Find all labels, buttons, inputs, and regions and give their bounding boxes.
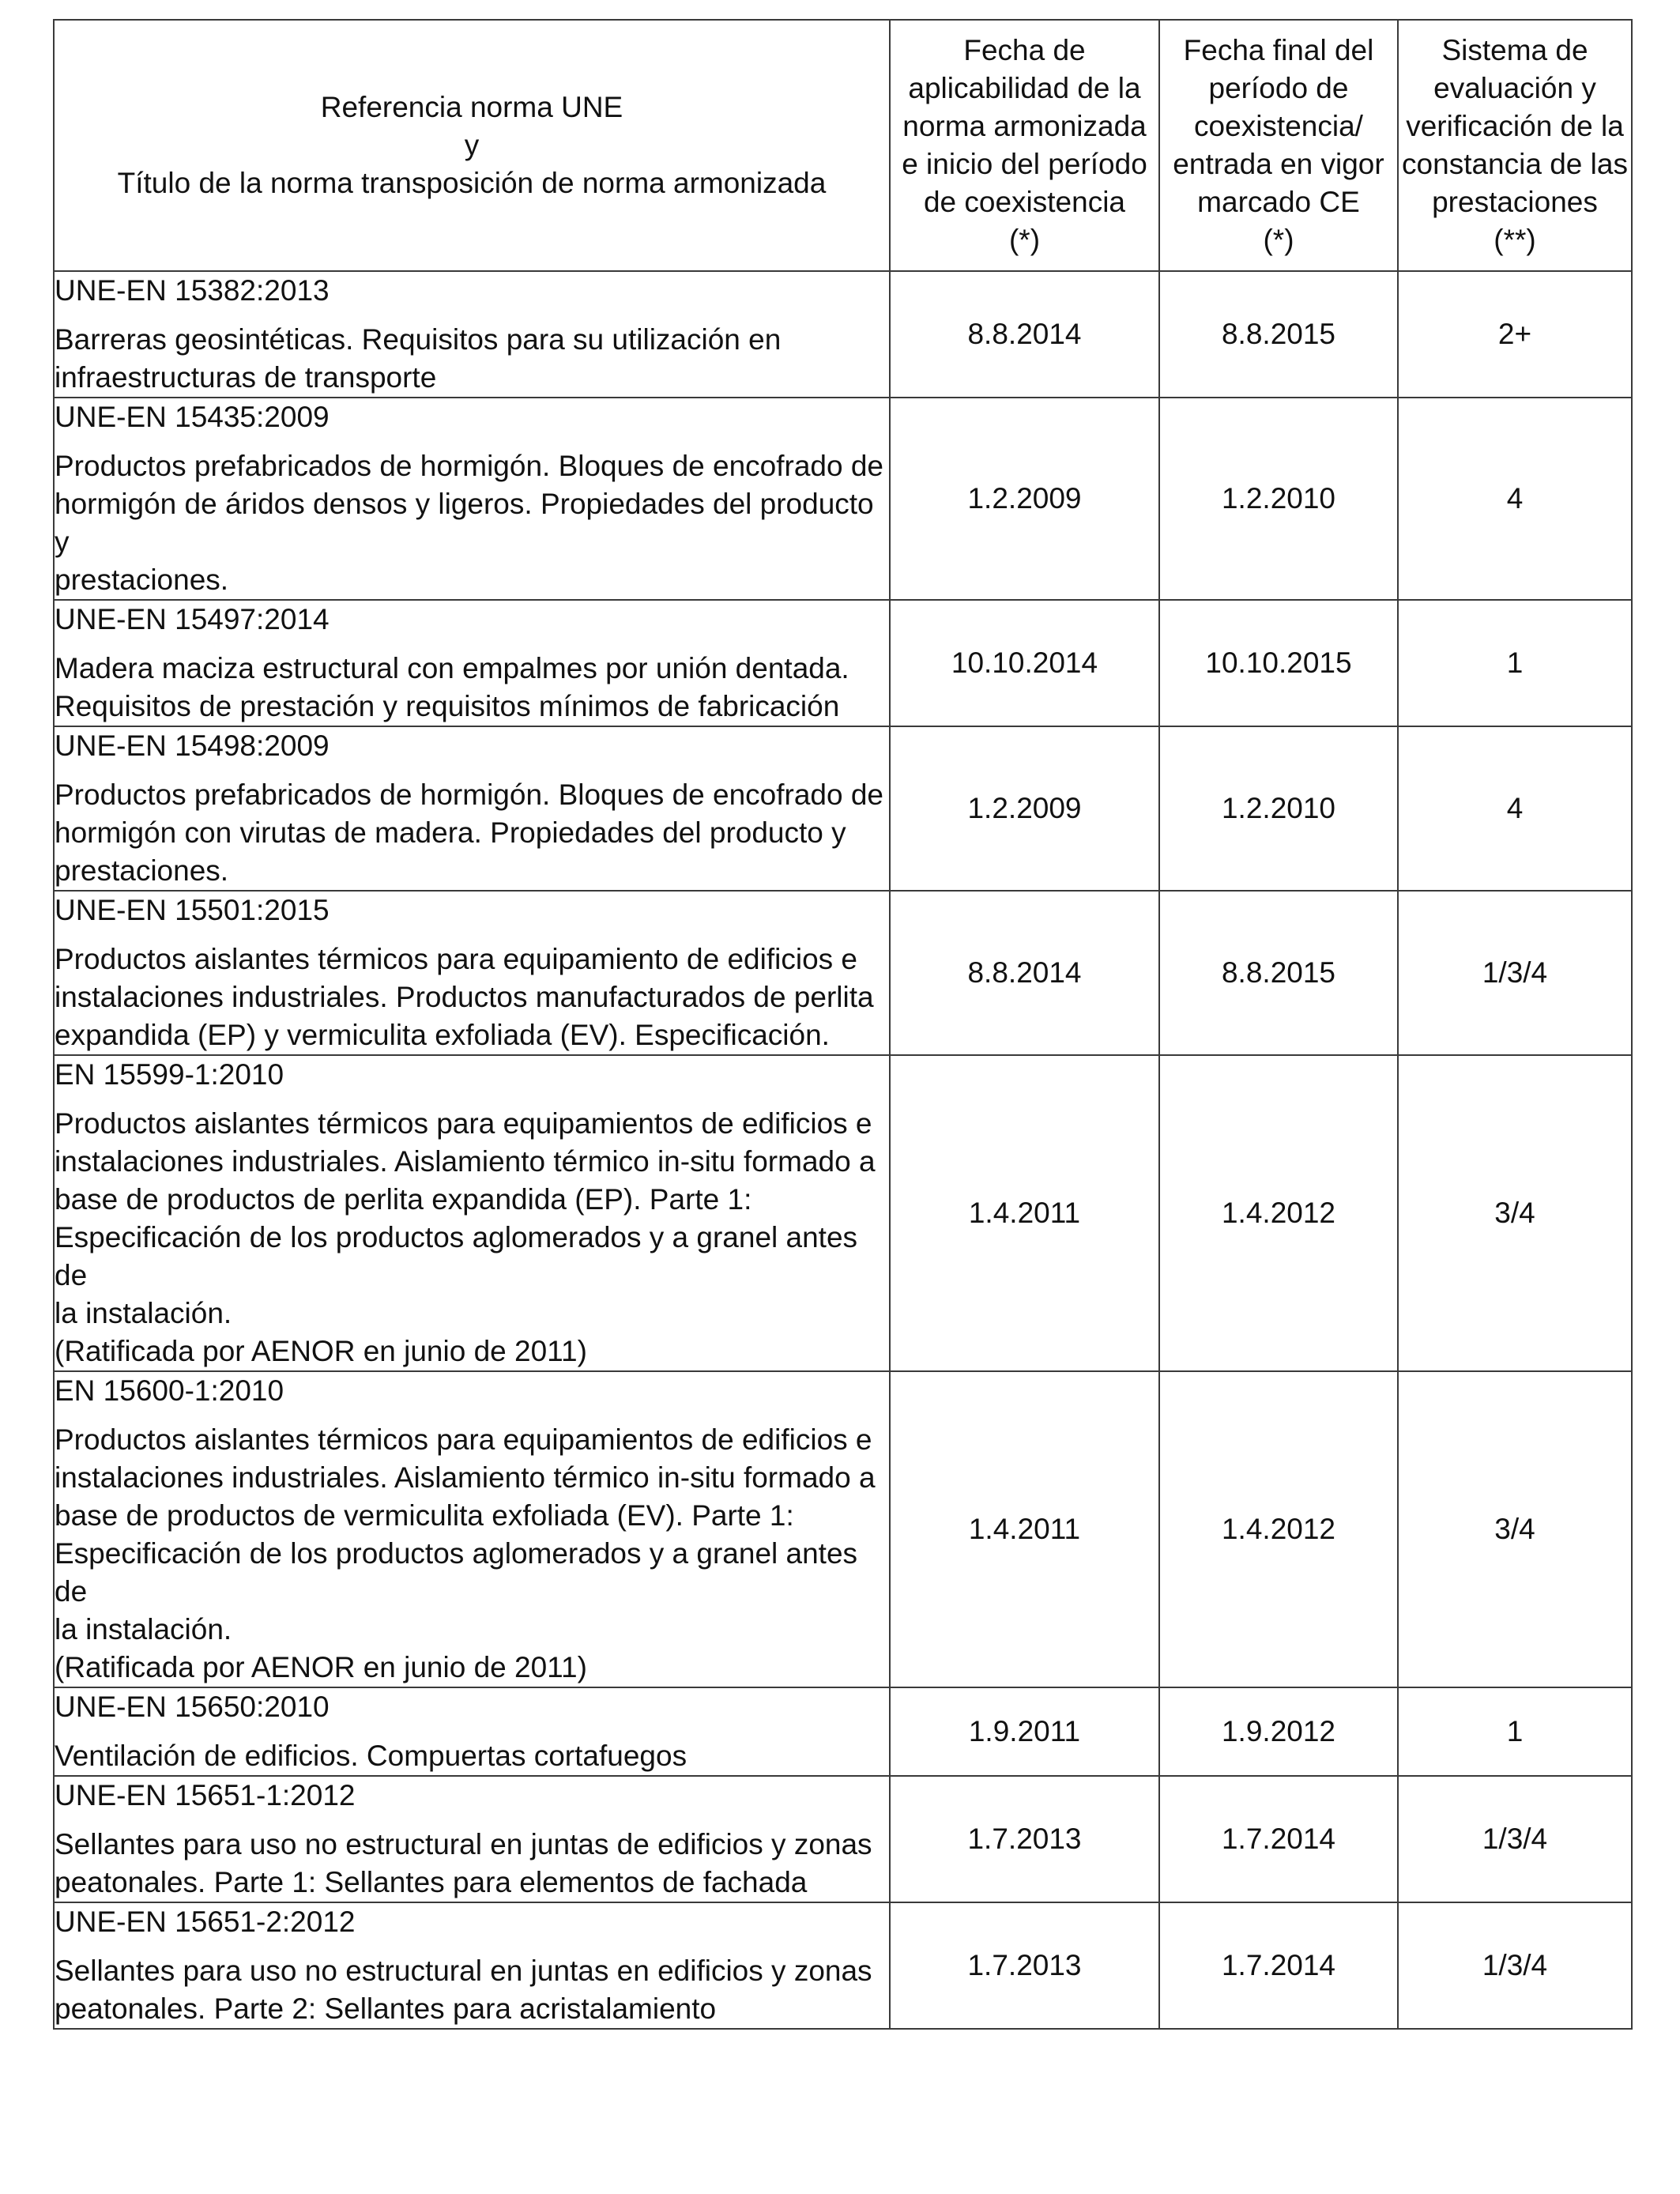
applicability-date-cell: 8.8.2014	[890, 891, 1159, 1055]
standard-cell	[54, 1687, 890, 1776]
standard-title: Barreras geosintéticas. Requisitos para su utilización en infraestructuras de transporte	[55, 323, 782, 394]
standard-code: UNE-EN 15382:2013	[55, 274, 330, 307]
harmonized-standards-table	[53, 19, 1633, 2030]
standard-title: Productos prefabricados de hormigón. Bloques de encofrado de hormigón con virutas de madera. Propiedades del producto y prestaciones.	[55, 778, 884, 887]
end-date-cell: 10.10.2015	[1159, 600, 1398, 726]
standard-cell	[54, 1776, 890, 1902]
applicability-date-cell: 1.4.2011	[890, 1055, 1159, 1371]
document-page	[53, 19, 1631, 2030]
end-date-cell: 1.2.2010	[1159, 726, 1398, 891]
standard-title: Productos prefabricados de hormigón. Bloques de encofrado de hormigón de áridos densos y ligeros. Propiedades del producto y prestaciones.	[55, 450, 884, 596]
applicability-date-cell: 1.7.2013	[890, 1776, 1159, 1902]
header-and-line: y	[464, 129, 480, 161]
standard-title: Sellantes para uso no estructural en juntas en edificios y zonas peatonales. Parte 2: Sellantes para acristalamiento	[55, 1955, 872, 2025]
table-row	[54, 1055, 1632, 1371]
standard-code: UNE-EN 15650:2010	[55, 1691, 330, 1723]
ratification-note: (Ratificada por AENOR en junio de 2011)	[55, 1335, 587, 1367]
standard-title: Madera maciza estructural con empalmes por unión dentada. Requisitos de prestación y requisitos mínimos de fabricación	[55, 652, 849, 722]
assessment-system-cell: 1	[1398, 1687, 1632, 1776]
standard-code: UNE-EN 15651-1:2012	[55, 1779, 356, 1811]
table-row	[54, 1902, 1632, 2029]
applicability-date-cell: 8.8.2014	[890, 271, 1159, 398]
end-date-cell: 1.9.2012	[1159, 1687, 1398, 1776]
standard-cell	[54, 1902, 890, 2029]
standard-code: EN 15600-1:2010	[55, 1374, 284, 1407]
table-row	[54, 271, 1632, 398]
end-date-cell: 1.2.2010	[1159, 398, 1398, 600]
assessment-system-cell: 3/4	[1398, 1055, 1632, 1371]
assessment-system-cell: 1/3/4	[1398, 1776, 1632, 1902]
assessment-system-cell: 1/3/4	[1398, 1902, 1632, 2029]
end-date-cell: 1.4.2012	[1159, 1371, 1398, 1687]
end-date-cell: 1.4.2012	[1159, 1055, 1398, 1371]
assessment-system-cell: 1/3/4	[1398, 891, 1632, 1055]
standard-cell	[54, 1055, 890, 1371]
ratification-note: (Ratificada por AENOR en junio de 2011)	[55, 1651, 587, 1683]
standard-cell	[54, 1371, 890, 1687]
table-row	[54, 398, 1632, 600]
header-reference-line: Referencia norma UNE	[320, 91, 623, 123]
header-assessment-system: Sistema de evaluación y verificación de la constancia de las prestaciones (**)	[1398, 20, 1632, 271]
applicability-date-cell: 1.9.2011	[890, 1687, 1159, 1776]
assessment-system-cell: 3/4	[1398, 1371, 1632, 1687]
standard-title: Productos aislantes térmicos para equipamiento de edificios e instalaciones industriales. Productos manufacturados de perlita expandida (EP) y vermiculita exfoliada (EV). Especificación.	[55, 943, 874, 1051]
table-row	[54, 600, 1632, 726]
standard-code: UNE-EN 15497:2014	[55, 603, 330, 635]
standard-title: Ventilación de edificios. Compuertas cortafuegos	[55, 1740, 687, 1772]
end-date-cell: 8.8.2015	[1159, 271, 1398, 398]
applicability-date-cell: 1.2.2009	[890, 726, 1159, 891]
applicability-date-cell: 1.2.2009	[890, 398, 1159, 600]
header-reference-title	[54, 20, 890, 271]
table-header-row	[54, 20, 1632, 271]
standard-cell	[54, 398, 890, 600]
assessment-system-cell: 4	[1398, 726, 1632, 891]
standard-title: Productos aislantes térmicos para equipamientos de edificios e instalaciones industriales. Aislamiento térmico in-situ formado a base de productos de vermiculita exfoliada (EV). Parte 1: Especificación de los productos aglomerados y a granel antes de la instalación.	[55, 1423, 876, 1646]
standard-code: UNE-EN 15501:2015	[55, 894, 330, 926]
header-title-line: Título de la norma transposición de norma armonizada	[117, 167, 827, 199]
standard-title: Sellantes para uso no estructural en juntas de edificios y zonas peatonales. Parte 1: Sellantes para elementos de fachada	[55, 1828, 872, 1898]
standard-code: UNE-EN 15651-2:2012	[55, 1906, 356, 1938]
assessment-system-cell: 4	[1398, 398, 1632, 600]
table-row	[54, 726, 1632, 891]
header-applicability-date: Fecha de aplicabilidad de la norma armonizada e inicio del período de coexistencia (*)	[890, 20, 1159, 271]
standard-code: UNE-EN 15435:2009	[55, 401, 330, 433]
assessment-system-cell: 1	[1398, 600, 1632, 726]
standard-cell	[54, 891, 890, 1055]
end-date-cell: 8.8.2015	[1159, 891, 1398, 1055]
standard-code: UNE-EN 15498:2009	[55, 729, 330, 762]
standard-cell	[54, 726, 890, 891]
table-row	[54, 1776, 1632, 1902]
table-row	[54, 1687, 1632, 1776]
applicability-date-cell: 10.10.2014	[890, 600, 1159, 726]
standard-title: Productos aislantes térmicos para equipamientos de edificios e instalaciones industriales. Aislamiento térmico in-situ formado a base de productos de perlita expandida (EP). Parte 1: Especificación de los productos aglomerados y a granel antes de la instalación.	[55, 1107, 876, 1329]
applicability-date-cell: 1.7.2013	[890, 1902, 1159, 2029]
assessment-system-cell: 2+	[1398, 271, 1632, 398]
header-end-coexistence-date: Fecha final del período de coexistencia/ entrada en vigor marcado CE (*)	[1159, 20, 1398, 271]
standard-cell	[54, 271, 890, 398]
table-row	[54, 891, 1632, 1055]
applicability-date-cell: 1.4.2011	[890, 1371, 1159, 1687]
table-row	[54, 1371, 1632, 1687]
table-body	[54, 271, 1632, 2029]
standard-code: EN 15599-1:2010	[55, 1058, 284, 1091]
end-date-cell: 1.7.2014	[1159, 1902, 1398, 2029]
end-date-cell: 1.7.2014	[1159, 1776, 1398, 1902]
standard-cell	[54, 600, 890, 726]
